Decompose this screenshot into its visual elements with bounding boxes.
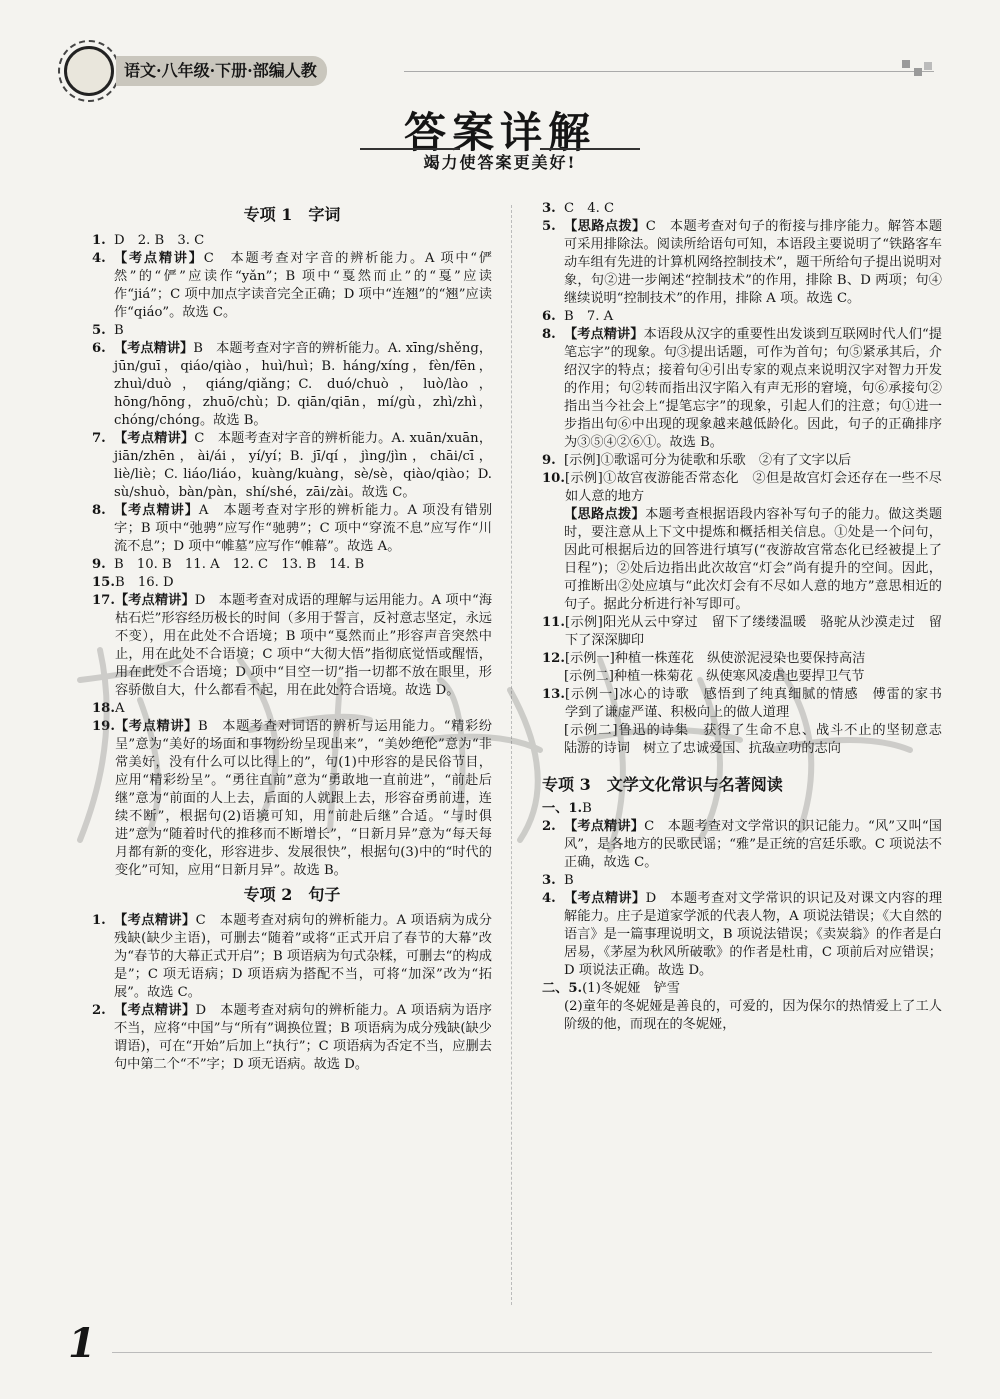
answer-body: B: [564, 873, 574, 888]
answer-text: [582, 980, 942, 998]
answer-number: 11.: [542, 615, 565, 630]
answer-body: (2)童年的冬妮娅是善良的，可爱的，因为保尔的热情爱上了工人阶级的他，而现在的冬妮娅，: [564, 999, 942, 1032]
answer-number: 4.: [92, 251, 106, 266]
answer-item: [542, 818, 942, 872]
answer-item: [92, 502, 492, 556]
section-heading: 专项 3 文学文化常识与名著阅读: [542, 775, 783, 794]
answer-number: 18.: [92, 701, 115, 716]
answer-number: 一、1.: [542, 801, 583, 816]
answer-number: 1.: [92, 233, 106, 248]
answer-body: B 10. B 11. A 12. C 13. B 14. B: [114, 557, 365, 572]
answer-number: 4.: [542, 891, 556, 906]
left-column: [92, 200, 492, 1074]
answer-body: D 本题考查对文学常识的识记及对课文内容的理解能力。庄子是道家学派的代表人物，A 项说法错误；《大自然的语言》是一篇事理说明文，B 项说法错误；《卖炭翁》的作者是白居易，《茅屋为秋风所破歌》的作者是杜甫，C 项前后对应错误；D 项说法正确。故选 D。: [564, 891, 943, 978]
book-title: 语文·八年级·下册·部编人教: [116, 56, 327, 86]
answer-text: [564, 686, 956, 722]
section-heading: 专项 1 字词: [243, 205, 341, 224]
answer-body: B: [114, 323, 124, 338]
answer-body: (1)冬妮娅 铲雪: [582, 981, 680, 996]
answer-item: [542, 200, 942, 218]
answer-body: B 本题考查对词语的辨析与运用能力。“精彩纷呈”意为“美好的场面和事物纷纷呈现出来”，“美妙绝伦”意为“非常美好，没有什么可以比得上的”，句(1)中形容的是民俗节目，应用“精彩纷呈”。“勇往直前”意为“勇敢地一直前进”，“前赴后继”意为“前面的人上去，后面的人就跟上去，形容奋勇前进，连续不断”，根据句(2)语境可知，用“前赴后继”合适。“与时俱进”意为“随着时代的推移而不断增长”，“日新月异”意为“每天每月都有新的变化，形容进步、发展很快”，根据句(3)中的“时代的变化”可知，应用“日新月异”。故选 B。: [114, 719, 493, 878]
answer-item: [542, 872, 942, 890]
answer-tag: 【考点精讲】: [564, 891, 646, 906]
answer-number: 6.: [542, 309, 556, 324]
decor-square: [914, 68, 922, 76]
answer-body: B: [582, 801, 592, 816]
answer-item: [542, 218, 942, 308]
answer-number: 7.: [92, 431, 106, 446]
answer-text: [582, 800, 942, 818]
answer-body: A: [114, 701, 125, 716]
answer-body: C 4. C: [564, 201, 615, 216]
answer-item: [92, 430, 492, 502]
answer-text: [114, 250, 492, 322]
answer-number: [542, 722, 564, 758]
answer-number: [542, 506, 564, 614]
answer-item: [542, 998, 942, 1034]
answer-item: [92, 700, 492, 718]
answer-item: [92, 1002, 492, 1074]
answer-text: [114, 556, 492, 574]
answer-text: [114, 232, 492, 250]
answer-number: [542, 998, 564, 1034]
answer-body: D 本题考查对病句的辨析能力。A 项语病为语序不当，应将“中国”与“所有”调换位置；B 项语病为成分残缺(缺少谓语)，可在“开始”后加上“执行”；C 项语病为否定不当，应删去句中第二个“不”字；D 项无语病。故选 D。: [114, 1003, 492, 1072]
answer-tag: 【思路点拨】: [564, 507, 646, 522]
answer-tag: 【考点精讲】: [114, 341, 194, 356]
answer-tag: 【考点精讲】: [114, 431, 195, 446]
answer-text: [565, 650, 942, 668]
answer-body: C 本题考查对字音的辨析能力。A 项中“俨然”的“俨”应读作“yǎn”；B 项中“戛然而止”的“戛”应读作“jiá”；C 项中加点字读音完全正确；D 项中“连翘”的“翘”应读作“qiáo”。故选 C。: [114, 251, 492, 320]
answer-text: [114, 430, 492, 502]
answer-item: [92, 340, 492, 430]
answer-item: [542, 470, 942, 506]
page-title: 答案详解: [403, 108, 596, 157]
answer-item: [92, 574, 492, 592]
answer-text: [565, 470, 942, 506]
answer-number: 二、5.: [542, 981, 583, 996]
answer-body: [示例]①故宫夜游能否常态化 ②但是故宫灯会还存在一些不尽如人意的地方: [564, 471, 942, 504]
right-column: [542, 200, 956, 1034]
answer-text: [114, 1002, 492, 1074]
answer-number: 2.: [542, 819, 556, 834]
answer-text: [565, 614, 942, 650]
answer-body: [示例]阳光从云中穿过 留下了缕缕温暖 骆驼从沙漠走过 留下了深深脚印: [564, 615, 942, 648]
answer-body: C 本题考查对字音的辨析能力。A. xuān/xuān，jiān/zhēn，ài/ái，yí/yí；B. jī/qí，jìng/jìn，chāi/cī，liè/liè；C. liáo/liáo，kuàng/kuàng，sè/sè，qiào/qiào；D. sù/shuò，bàn/pàn，shí/shé，zāi/zài。故选 C。: [114, 431, 493, 500]
answer-body: 本题考查根据语段内容补写句子的能力。做这类题时，要注意从上下文中提炼和概括相关信息。①处是一个问句，因此可根据后边的回答进行填写(“夜游故宫常态化已经被提上了日程”)；②处后边指出此次故宫“灯会”尚有提升的空间。因此，可推断出②处应填与“此次灯会有不尽如人意的地方”意思相近的句子。据此分析进行补写即可。: [564, 507, 943, 612]
answer-text: [564, 452, 942, 470]
answer-body: [示例二]种植一株菊花 纵使寒风凌虐也要捍卫气节: [564, 669, 865, 684]
answer-item: [542, 308, 942, 326]
answer-text: [564, 890, 942, 980]
answer-body: B 16. D: [114, 575, 174, 590]
answer-number: 9.: [542, 453, 556, 468]
answer-item: [92, 556, 492, 574]
answer-text: [114, 322, 492, 340]
answer-item: [542, 686, 956, 722]
answer-number: 19.: [92, 719, 115, 734]
answer-body: [示例一]种植一株莲花 纵使淤泥浸染也要保持高洁: [564, 651, 866, 666]
page-number: 1: [68, 1320, 96, 1367]
answer-item: [542, 506, 942, 614]
page-subtitle: 竭力使答案更美好!: [423, 153, 577, 172]
answer-item: [92, 592, 492, 700]
answer-item: [542, 668, 942, 686]
answer-number: 5.: [92, 323, 106, 338]
answer-body: [示例]①歌谣可分为徒歌和乐歌 ②有了文字以后: [564, 453, 852, 468]
header-rule: [404, 71, 934, 72]
answer-number: 3.: [542, 201, 556, 216]
footer-rule: [112, 1352, 932, 1353]
answer-number: 1.: [92, 913, 106, 928]
answer-number: 15.: [92, 575, 115, 590]
answer-item: [542, 890, 942, 980]
column-divider: [511, 205, 512, 1305]
answer-item: [92, 232, 492, 250]
answer-number: 5.: [542, 219, 556, 234]
answer-text: [564, 722, 956, 758]
answer-tag: 【考点精讲】: [114, 251, 204, 266]
answer-tag: 【考点精讲】: [564, 327, 644, 342]
answer-number: 17.: [92, 593, 115, 608]
decor-square: [902, 60, 910, 68]
answer-tag: 【考点精讲】: [564, 819, 645, 834]
answer-body: D 2. B 3. C: [114, 233, 205, 248]
answer-number: 13.: [542, 687, 565, 702]
answer-item: [542, 614, 942, 650]
answer-item: [92, 322, 492, 340]
answer-item: [92, 912, 492, 1002]
answer-text: [564, 872, 942, 890]
answer-body: C 本题考查对病句的辨析能力。A 项语病为成分残缺(缺少主语)，可删去“随着”或将“正式开启了春节的大幕”改为“春节的大幕正式开启”；B 项语病为句式杂糅，可删去“的构成是”；C 项无语病；D 项语病为搭配不当，可将“加深”改为“拓展”。故选 C。: [114, 913, 492, 1000]
answer-text: [564, 668, 942, 686]
answer-text: [114, 912, 492, 1002]
answer-text: [115, 592, 492, 700]
answer-item: [542, 650, 942, 668]
answer-tag: 【考点精讲】: [114, 1003, 196, 1018]
answer-text: [115, 718, 492, 880]
answer-body: B 本题考查对字音的辨析能力。A. xīng/shěng，jūn/guī，qiáo/qiào，huì/huì；B. háng/xíng，fèn/fēn，zhuì/duò，qiáng/qiǎng；C. duó/chuò，luò/lào，hōng/hōng，zhuō/chù；D. qiān/qiān，mí/gù，zhì/zhì，chóng/chóng。故选 B。: [114, 341, 493, 428]
answer-text: [115, 574, 492, 592]
answer-body: C 本题考查对文学常识的识记能力。“风”又叫“国风”，是各地方的民歌民谣；“雅”是正统的宫廷乐歌。C 项说法不正确，故选 C。: [564, 819, 942, 870]
answer-tag: 【考点精讲】: [114, 503, 199, 518]
answer-tag: 【考点精讲】: [114, 593, 195, 608]
answer-number: 8.: [542, 327, 556, 342]
answer-body: 本语段从汉字的重要性出发谈到互联网时代人们“提笔忘字”的现象。句③提出话题，可作为首句；句⑤紧承其后，介绍汉字的特点；接着句④引出专家的观点来说明汉字对智力开发的作用；句②转而指出汉字陷入有声无形的窘境，句⑥承接句②指出当今社会上“提笔忘字”的现象，引起人们的注意；句①进一步指出句⑥中出现的现象越来越低龄化。因此，句子的正确排序为③⑤④②⑥①。故选 B。: [564, 327, 942, 450]
answer-tag: 【考点精讲】: [114, 913, 196, 928]
answer-number: 8.: [92, 503, 106, 518]
answer-text: [115, 700, 492, 718]
answer-text: [564, 200, 942, 218]
brand-logo: [64, 46, 114, 96]
answer-text: [564, 218, 942, 308]
answer-number: 2.: [92, 1003, 106, 1018]
answer-number: 9.: [92, 557, 106, 572]
page-header: [44, 40, 956, 96]
answer-item: [92, 718, 492, 880]
answer-item: [542, 800, 942, 818]
answer-item: [542, 326, 942, 452]
section-heading: 专项 2 句子: [243, 885, 341, 904]
answer-text: [564, 506, 942, 614]
answer-number: 6.: [92, 341, 106, 356]
answer-body: C 本题考查对句子的衔接与排序能力。解答本题可采用排除法。阅读所给语句可知，本语段主要说明了“铁路客车动车组有先进的计算机网络控制技术”，题干所给句子提出说明对象，句②进一步阐述“控制技术”的作用，排除 B、D 两项；句④继续说明“控制技术”的作用，排除 A 项。故选 C。: [564, 219, 943, 306]
answer-number: 12.: [542, 651, 565, 666]
answer-tag: 【考点精讲】: [114, 719, 199, 734]
answer-body: [示例二]鲁迅的诗集 获得了生命不息、战斗不止的坚韧意志 陆游的诗词 树立了忠诚爱国、抗敌立功的志向: [564, 723, 956, 756]
decor-square: [924, 62, 932, 70]
answer-text: [114, 502, 492, 556]
answer-number: [542, 668, 564, 686]
answer-tag: 【思路点拨】: [564, 219, 646, 234]
answer-item: [542, 452, 942, 470]
answer-item: [542, 722, 956, 758]
answer-body: D 本题考查对成语的理解与运用能力。A 项中“海枯石烂”形容经历极长的时间（多用于誓言，反衬意志坚定，永远不变），用在此处不合语境；B 项中“戛然而止”形容声音突然中止，用在此处不合语境；C 项中“大彻大悟”指彻底觉悟或醒悟，用在此处不合语境；D 项中“目空一切”指一切都不放在眼里，形容骄傲自大，什么都看不起，用在此处符合语境。故选 D。: [114, 593, 493, 698]
answer-item: [542, 980, 942, 998]
answer-text: [564, 308, 942, 326]
answer-text: [114, 340, 492, 430]
answer-number: 10.: [542, 471, 565, 486]
answer-text: [564, 998, 942, 1034]
answer-text: [564, 326, 942, 452]
answer-body: B 7. A: [564, 309, 614, 324]
answer-body: [示例一]冰心的诗歌 感悟到了纯真细腻的情感 傅雷的家书 学到了谦虚严谨、积极向上的做人道理: [564, 687, 956, 720]
answer-body: A 本题考查对字形的辨析能力。A 项没有错别字；B 项中“弛骋”应写作“驰骋”；C 项中“穿流不息”应写作“川流不息”；D 项中“帷墓”应写作“帷幕”。故选 A。: [114, 503, 493, 554]
answer-number: 3.: [542, 873, 556, 888]
answer-text: [564, 818, 942, 872]
answer-item: [92, 250, 492, 322]
